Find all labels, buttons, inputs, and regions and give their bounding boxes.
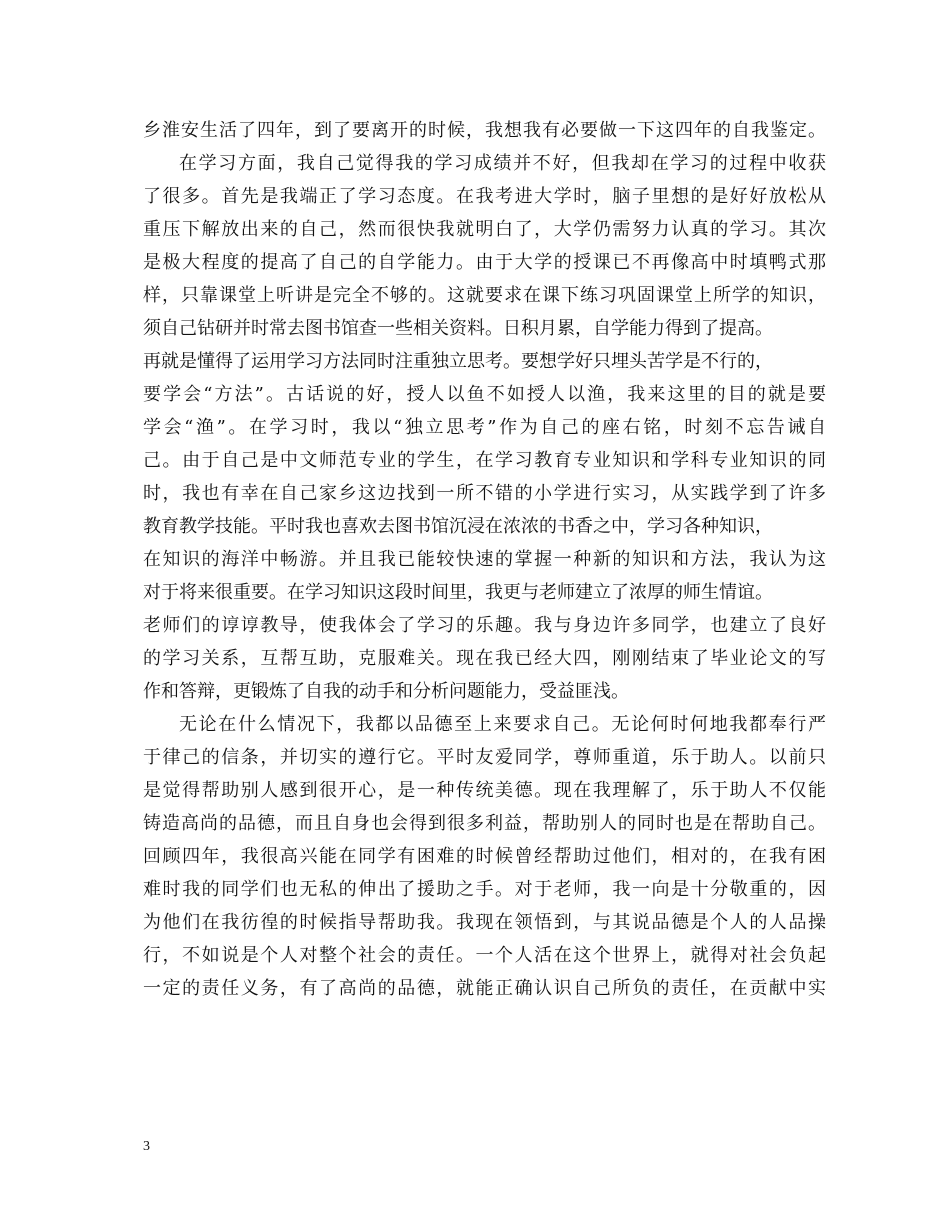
text-line: 是极大程度的提高了自己的自学能力。由于大学的授课已不再像高中时填鸭式那 bbox=[143, 252, 826, 273]
text-line: 须自己钻研并时常去图书馆查一些相关资料。日积月累，自学能力得到了提高。 bbox=[143, 318, 773, 339]
text-line: 铸造高尚的品德，而且自身也会得到很多利益，帮助别人的同时也是在帮助自己。 bbox=[143, 813, 826, 834]
paragraph-start-line: 在学习方面，我自己觉得我的学习成绩并不好，但我却在学习的过程中收获 bbox=[179, 153, 826, 174]
page-number: 3 bbox=[143, 1139, 150, 1154]
text-line: 学会“渔”。在学习时，我以“独立思考”作为自己的座右铭，时刻不忘告诫自 bbox=[143, 417, 826, 438]
text-line: 行，不如说是个人对整个社会的责任。一个人活在这个世界上，就得对社会负起 bbox=[143, 945, 826, 966]
text-line: 对于将来很重要。在学习知识这段时间里，我更与老师建立了浓厚的师生情谊。 bbox=[143, 582, 773, 603]
text-line: 为他们在我彷徨的时候指导帮助我。我现在领悟到，与其说品德是个人的人品操 bbox=[143, 912, 826, 933]
text-line: 老师们的谆谆教导，使我体会了学习的乐趣。我与身边许多同学，也建立了良好 bbox=[143, 615, 826, 636]
text-line: 于律己的信条，并切实的遵行它。平时友爱同学，尊师重道，乐于助人。以前只 bbox=[143, 747, 826, 768]
text-line: 难时我的同学们也无私的伸出了援助之手。对于老师，我一向是十分敬重的，因 bbox=[143, 879, 826, 900]
text-line: 一定的责任义务，有了高尚的品德，就能正确认识自己所负的责任，在贡献中实 bbox=[143, 978, 826, 999]
text-line: 乡淮安生活了四年，到了要离开的时候，我想我有必要做一下这四年的自我鉴定。 bbox=[143, 120, 826, 141]
text-line: 回顾四年，我很高兴能在同学有困难的时候曾经帮助过他们，相对的，在我有困 bbox=[143, 846, 826, 867]
paragraph-end-line: 作和答辩，更锻炼了自我的动手和分析问题能力，受益匪浅。 bbox=[143, 681, 629, 702]
text-line: 时，我也有幸在自己家乡这边找到一所不错的小学进行实习，从实践学到了许多 bbox=[143, 483, 826, 504]
body-text bbox=[143, 114, 826, 1005]
text-line: 样，只靠课堂上听讲是完全不够的。这就要求在课下练习巩固课堂上所学的知识， bbox=[143, 285, 826, 306]
text-line: 重压下解放出来的自己，然而很快我就明白了，大学仍需努力认真的学习。其次 bbox=[143, 219, 826, 240]
text-line: 的学习关系，互帮互助，克服难关。现在我已经大四，刚刚结束了毕业论文的写 bbox=[143, 648, 826, 669]
text-line: 在知识的海洋中畅游。并且我已能较快速的掌握一种新的知识和方法，我认为这 bbox=[143, 549, 826, 570]
paragraph-start-line: 无论在什么情况下，我都以品德至上来要求自己。无论何时何地我都奉行严 bbox=[179, 714, 826, 735]
text-line: 教育教学技能。平时我也喜欢去图书馆沉浸在浓浓的书香之中，学习各种知识， bbox=[143, 516, 773, 537]
text-line: 是觉得帮助别人感到很开心，是一种传统美德。现在我理解了，乐于助人不仅能 bbox=[143, 780, 826, 801]
text-line: 再就是懂得了运用学习方法同时注重独立思考。要想学好只埋头苦学是不行的， bbox=[143, 351, 773, 372]
text-line: 要学会“方法”。古话说的好，授人以鱼不如授人以渔，我来这里的目的就是要 bbox=[143, 384, 826, 405]
text-line: 己。由于自己是中文师范专业的学生，在学习教育专业知识和学科专业知识的同 bbox=[143, 450, 826, 471]
text-line: 了很多。首先是我端正了学习态度。在我考进大学时，脑子里想的是好好放松从 bbox=[143, 186, 826, 207]
